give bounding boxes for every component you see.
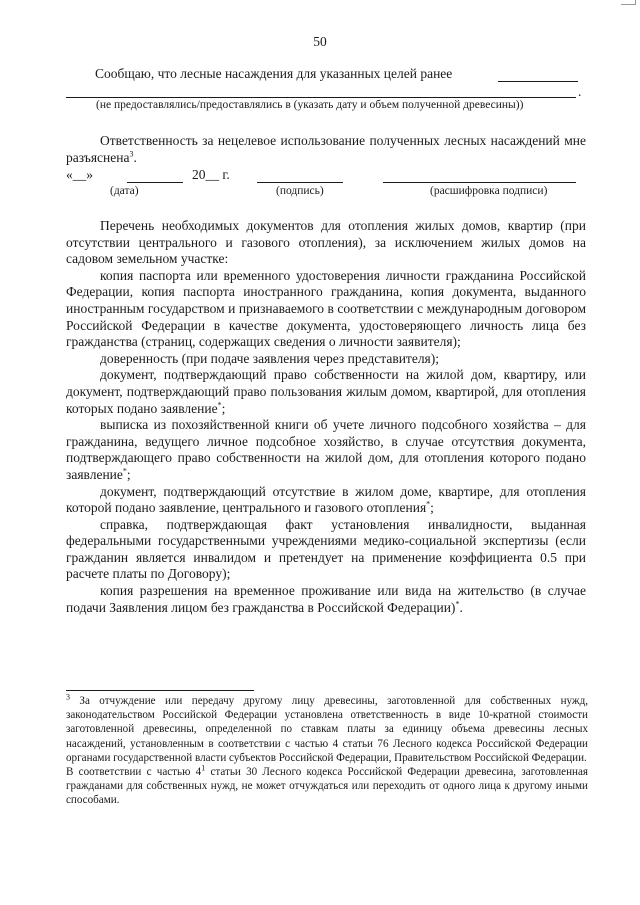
list-item: доверенность (при подаче заявления через представителя); [100, 350, 440, 366]
previous-provision-hint: (не предоставлялись/предоставлялись в (указать дату и объем полученной древесины)) [96, 99, 524, 111]
signature-caption: (подпись) [276, 185, 324, 197]
previous-provision-period: . [578, 84, 582, 99]
responsibility-statement: Ответственность за нецелевое использование полученных лесных насаждений мне разъяснена$^3$. [66, 133, 586, 165]
footnote-separator [66, 690, 254, 691]
footnote-star: В соответствии с частью $4^1$ статьи 30 Лесного кодекса Российской Федерации древесина, заготовленная гражданами для собственных нужд, не может отчуждаться или переходить от одного лица к другому иными способами. [66, 763, 588, 807]
signature-blank [257, 182, 343, 183]
decoding-caption: (расшифровка подписи) [430, 185, 548, 197]
list-item: копия паспорта или временного удостоверения личности гражданина Российской Федерации, копия паспорта иностранного гражданина, копия документа, выданного иностранным государством и признаваемого в соответствии с международным договором Российской Федерации в качестве документа, удостоверяющего личность лица без гражданства (страниц, содержащих сведения о личности заявителя); [66, 267, 586, 350]
signature-decoding-blank [383, 182, 576, 183]
date-open-quote: «__» [66, 167, 93, 182]
previous-provision-blank [498, 81, 578, 82]
year-prefix: 20__ г. [192, 167, 230, 182]
list-item: документ, подтверждающий отсутствие в жилом доме, квартире, для отопления которой подано заявление, центрального и газового отопления*; [66, 483, 586, 516]
list-intro: Перечень необходимых документов для отопления жилых домов, квартир (при отсутствии центрального и газового отопления), за исключением жилых домов на садовом земельном участке: [66, 218, 586, 267]
page-number: 50 [313, 34, 327, 49]
list-item: выписка из похозяйственной книги об учете личного подсобного хозяйства – для гражданина, ведущего личное подсобное хозяйство, в случае отсутствия документа, подтверждающего право собственности на жилой дом, для отопления которого подано заявление*; [66, 417, 586, 482]
footnote-3: $^3$ За отчуждение или передачу другому лицу древесины, заготовленной для собственных нужд, законодательством Российской Федерации установлена ответственность в виде 10-кратной стоимости заготовленной древесины, определенной по ставкам платы за единицу объема древесины лесных насаждений, установленным в соответствии с частью 4 статьи 76 Лесного кодекса Российской Федерации органами государственной власти субъектов Российской Федерации, Правительством Российской Федерации. [66, 692, 588, 764]
footnotes [66, 694, 588, 808]
document-list [66, 218, 586, 616]
previous-provision-statement: Сообщаю, что лесные насаждения для указанных целей ранее [95, 66, 453, 81]
previous-provision-line [66, 97, 576, 98]
list-item: справка, подтверждающая факт установления инвалидности, выданная федеральными государственными учреждениями медико-социальной экспертизы (если гражданин является инвалидом и претендует на применение коэффициента 0.5 при расчете платы по Договору); [66, 516, 586, 582]
scan-corner-mark [621, 0, 636, 5]
date-caption: (дата) [110, 185, 139, 197]
month-blank [127, 182, 183, 183]
list-item: копия разрешения на временное проживание или вида на жительство (в случае подачи Заявления лицом без гражданства в Российской Федерации)*. [66, 583, 586, 615]
list-item: документ, подтверждающий право собственности на жилой дом, квартиру, или документ, подтверждающий право пользования жилым домом, квартирой, для отопления которых подано заявление*; [66, 367, 586, 416]
